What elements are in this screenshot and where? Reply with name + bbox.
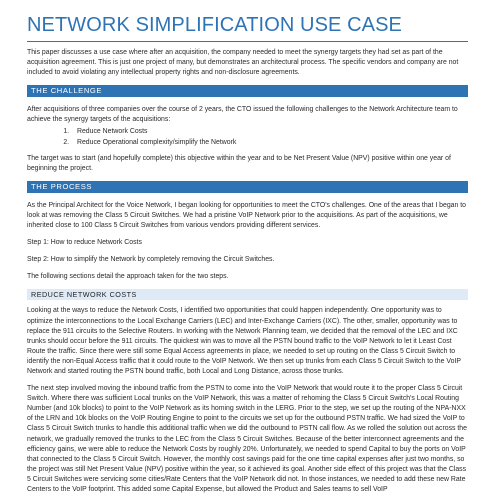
section-heading-process: THE PROCESS	[27, 181, 468, 193]
process-step-1: Step 1: How to reduce Network Costs	[27, 239, 142, 247]
reduce-paragraph-2: The next step involved moving the inbound traffic from the PSTN to come into the VoIP Network that would route it to the proper Class 5 Circuit Switch. Where there was sufficient Local trunks on the VoIP Network, this was a matter of rehoming the Class 5 Circuit Switch's Local Routing Number (and 10k blocks) to point to the VoIP Network as its homing switch in the LERG. Prior to the step, we set up the routing of the NPA-NXX of the LRN and 10k blocks on the VoIP Routing Engine to point to the circuits we set up for the outbound PSTN traffic. We had sized the VoIP to Class 5 Circuit Switch trunks to handle this additional traffic when we did the outbound to PSTN call flow. As we rolled the solution out across the network, we gradually removed the trunks to the LEC from the Class 5 Circuit Switches. Because of the better interconnect agreements and the efficiency gains, we were able to reduce the Network Costs by roughly 20%. Unfortunately, we needed to spend Capital to buy the ports on VoIP that connected to the Class 5 Circuit Switch. However, the monthly cost savings paid for the one time capital expenses after just two months, so the project was still Net Present Value (NPV) positive within the year, so it achieved its goal. Another side effect of this project was that the Class 5 Circuit Switches were servicing some cities/Rate Centers that the VoIP Network did not. In those instances, we needed to add these new Rate Centers to the VoIP footprint. This added some Capital Expense, but allowed the Product and Sales teams to sell VoIP	[27, 385, 467, 493]
challenge-list	[27, 127, 468, 147]
document-title: NETWORK SIMPLIFICATION USE CASE	[27, 14, 402, 36]
process-paragraph: As the Principal Architect for the Voice Network, I began looking for opportunities to meet the CTO's challenges. One of the areas that I began to look at was removing the Class 5 Circuit Switches. We had a pristine VoIP Network prior to the acquisitions. As part of the acquisitions, we inherited close to 100 Class 5 Circuit Switches from various vendors providing different services.	[27, 201, 466, 230]
intro-paragraph: This paper discusses a use case where after an acquisition, the company needed to meet the synergy targets they had set as part of the acquisition agreement. This is just one project of many, but demonstrates an architectural process. The specific vendors and company are not included to avoid violating any intellectual property rights and non-disclosure agreements.	[27, 49, 459, 77]
reduce-paragraph-1: Looking at the ways to reduce the Network Costs, I identified two opportunities that could happen independently. One opportunity was to optimize the interconnections to the Local Exchange Carriers (LEC) and Inter-Exchange Carriers (IXC). The other, smaller, opportunity was to replace the 911 circuits to the Selective Routers. In working with the Network Planning team, we decided that the removal of the LEC and IXC trunks should occur before the 911 circuits. The quickest win was to move all the PSTN bound traffic to the VoIP Network to let it Least Cost Route the traffic. Since there were still some Equal Access agreements in place, we needed to set up routing on the Class 5 Circuit Switch to identify the non-Equal Access traffic that it could route to the VoIP Network. We then set up trunks from each Class 5 Circuit Switch to the VoIP Network and started routing the PSTN bound traffic, both Local and Long Distance, across those trunks.	[27, 307, 461, 375]
challenge-paragraph: After acquisitions of three companies over the course of 2 years, the CTO issued the following challenges to the Network Architecture team to achieve the synergy targets of the acquisitions:	[27, 106, 458, 124]
subsection-heading-reduce-costs: REDUCE NETWORK COSTS	[27, 289, 468, 300]
list-item: 2. Reduce Operational complexity/simplify the Network	[71, 138, 468, 148]
list-item: 1. Reduce Network Costs	[71, 127, 468, 137]
section-heading-challenge: THE CHALLENGE	[27, 85, 468, 97]
title-underline	[27, 41, 468, 42]
challenge-closing: The target was to start (and hopefully complete) this objective within the year and to be Net Present Value (NPV) positive within one year of beginning the project.	[27, 154, 451, 172]
process-sections-note: The following sections detail the approach taken for the two steps.	[27, 273, 229, 281]
process-step-2: Step 2: How to simplify the Network by completely removing the Circuit Switches.	[27, 256, 275, 264]
